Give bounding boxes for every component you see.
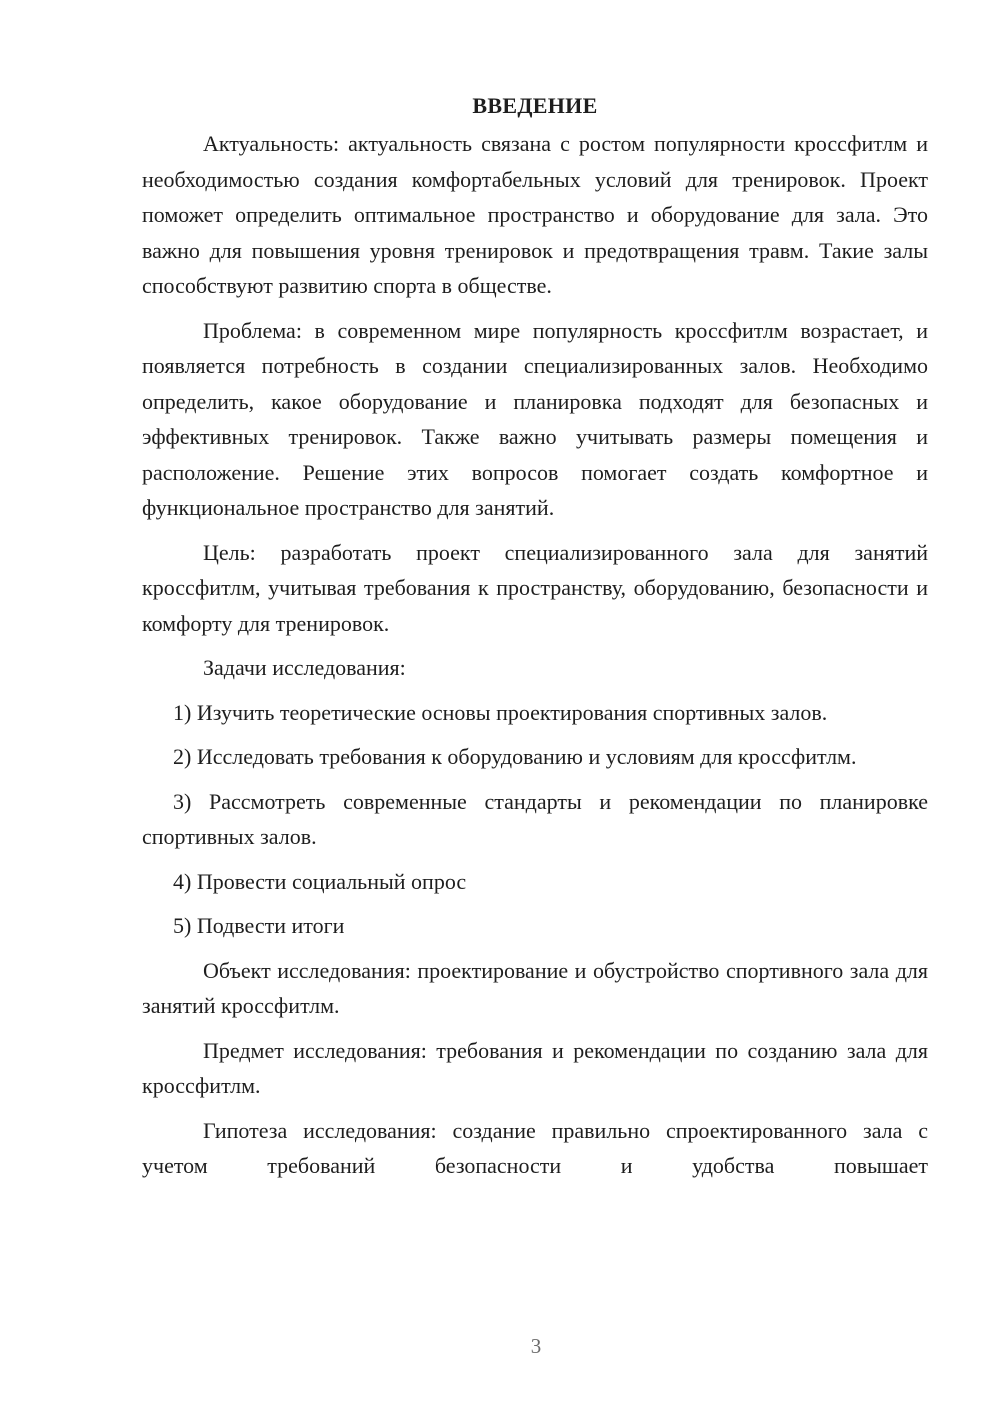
page-number: 3 — [530, 1334, 542, 1358]
task-item-4: 4) Провести социальный опрос — [173, 868, 467, 894]
paragraph-goal: Цель: разработать проект специализированного зала для занятий кроссфитлм, учитывая требования к пространству, оборудованию, безопасности и комфорту для тренировок. — [142, 539, 928, 636]
tasks-title: Задачи исследования: — [203, 655, 406, 680]
task-item-5: 5) Подвести итоги — [173, 913, 345, 938]
task-item-3: 3) Рассмотреть современные стандарты и рекомендации по планировке спортивных залов. — [142, 788, 928, 849]
paragraph-subject: Предмет исследования: требования и рекомендации по созданию зала для кроссфитлм. — [142, 1037, 928, 1098]
task-item-1: 1) Изучить теоретические основы проектирования спортивных залов. — [173, 699, 828, 725]
section-heading: ВВЕДЕНИЕ — [472, 93, 598, 118]
paragraph-relevance: Актуальность: актуальность связана с ростом популярности кроссфитлм и необходимостью создания комфортабельных условий для тренировок. Проект поможет определить оптимальное пространство и оборудование для зала. Это важно для повышения уровня тренировок и предотвращения травм. Такие залы способствуют развитию спорта в обществе. — [142, 131, 928, 298]
document-page — [142, 90, 928, 1184]
task-item-2: 2) Исследовать требования к оборудованию и условиям для кроссфитлм. — [173, 744, 857, 769]
paragraph-object: Объект исследования: проектирование и обустройство спортивного зала для занятий кроссфитлм. — [142, 957, 928, 1018]
paragraph-hypothesis: Гипотеза исследования: создание правильно спроектированного зала с учетом требований безопасности и удобства повышает — [142, 1117, 928, 1178]
paragraph-problem: Проблема: в современном мире популярность кроссфитлм возрастает, и появляется потребность в создании специализированных залов. Необходимо определить, какое оборудование и планировка подходят для безопасных и эффективных тренировок. Также важно учитывать размеры помещения и расположение. Решение этих вопросов помогает создать комфортное и функциональное пространство для занятий. — [142, 317, 928, 520]
